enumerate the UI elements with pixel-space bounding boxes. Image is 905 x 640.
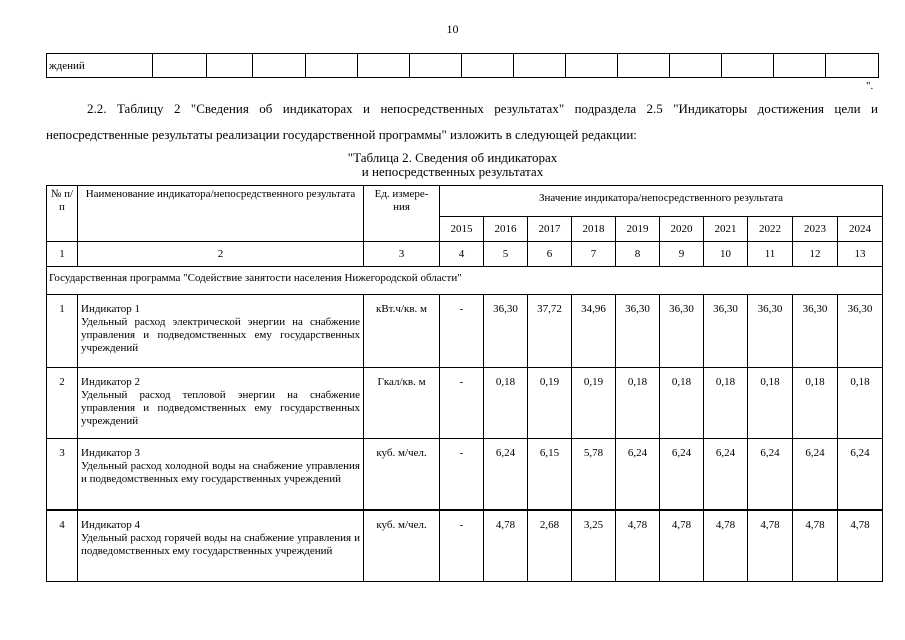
column-number: 9 bbox=[660, 242, 704, 267]
table-title-line-1: "Таблица 2. Сведения об индикаторах bbox=[347, 150, 558, 165]
column-number: 6 bbox=[528, 242, 572, 267]
table-cell bbox=[410, 54, 462, 78]
section-row bbox=[47, 267, 883, 295]
value-cell: 0,18 bbox=[660, 368, 704, 439]
table-cell bbox=[774, 54, 826, 78]
indicator-cell bbox=[78, 295, 364, 368]
value-cell: 4,78 bbox=[793, 510, 838, 582]
unit-cell: Гкал/кв. м bbox=[364, 368, 440, 439]
unit-cell: кВт.ч/кв. м bbox=[364, 295, 440, 368]
table-row bbox=[47, 439, 883, 511]
value-cell: 36,30 bbox=[704, 295, 748, 368]
value-cell: 37,72 bbox=[528, 295, 572, 368]
column-number: 10 bbox=[704, 242, 748, 267]
table-title bbox=[0, 151, 905, 179]
table-cell bbox=[566, 54, 618, 78]
indicator-title: Индикатор 4 bbox=[81, 519, 141, 531]
indicator-title: Индикатор 3 bbox=[81, 447, 141, 459]
header-year: 2021 bbox=[704, 217, 748, 242]
header-year: 2023 bbox=[793, 217, 838, 242]
header-year: 2022 bbox=[748, 217, 793, 242]
table-cell: ждений bbox=[47, 54, 153, 78]
table-cell bbox=[207, 54, 253, 78]
unit-cell: куб. м/чел. bbox=[364, 510, 440, 582]
value-cell: 0,18 bbox=[484, 368, 528, 439]
column-number: 7 bbox=[572, 242, 616, 267]
value-cell: 36,30 bbox=[616, 295, 660, 368]
table-row bbox=[47, 295, 883, 368]
column-number: 12 bbox=[793, 242, 838, 267]
table-cell bbox=[722, 54, 774, 78]
value-cell: - bbox=[440, 510, 484, 582]
table-cell bbox=[670, 54, 722, 78]
value-cell: 0,18 bbox=[616, 368, 660, 439]
value-cell: 36,30 bbox=[748, 295, 793, 368]
value-cell: 6,24 bbox=[616, 439, 660, 511]
value-cell: 4,78 bbox=[616, 510, 660, 582]
row-number: 4 bbox=[47, 510, 78, 582]
value-cell: 36,30 bbox=[793, 295, 838, 368]
value-cell: 4,78 bbox=[484, 510, 528, 582]
closing-quote: ". bbox=[866, 80, 874, 92]
column-number: 3 bbox=[364, 242, 440, 267]
value-cell: 36,30 bbox=[838, 295, 883, 368]
value-cell: - bbox=[440, 368, 484, 439]
header-num: № п/п bbox=[47, 186, 78, 242]
column-number: 8 bbox=[616, 242, 660, 267]
page-number: 10 bbox=[446, 22, 459, 36]
column-number: 2 bbox=[78, 242, 364, 267]
unit-cell: куб. м/чел. bbox=[364, 439, 440, 511]
header-year: 2018 bbox=[572, 217, 616, 242]
table-cell bbox=[253, 54, 306, 78]
indicator-title: Индикатор 2 bbox=[81, 376, 141, 388]
column-numbers-row bbox=[47, 242, 883, 267]
value-cell: - bbox=[440, 439, 484, 511]
value-cell: 5,78 bbox=[572, 439, 616, 511]
indicator-title: Индикатор 1 bbox=[81, 303, 141, 315]
value-cell: - bbox=[440, 295, 484, 368]
table-title-line-2: и непосредственных результатах bbox=[361, 164, 544, 179]
value-cell: 6,24 bbox=[660, 439, 704, 511]
header-row bbox=[47, 186, 883, 217]
header-name: Наименование индикатора/непосредственного результата bbox=[78, 186, 364, 242]
header-year: 2016 bbox=[484, 217, 528, 242]
value-cell: 0,18 bbox=[704, 368, 748, 439]
header-year: 2017 bbox=[528, 217, 572, 242]
indicator-description: Удельный расход холодной воды на снабжение управления и подведомственных ему государственных учреждений bbox=[81, 460, 360, 485]
value-cell: 6,15 bbox=[528, 439, 572, 511]
header-values: Значение индикатора/непосредственного результата bbox=[440, 186, 883, 217]
value-cell: 36,30 bbox=[484, 295, 528, 368]
row-number: 1 bbox=[47, 295, 78, 368]
table-cell bbox=[514, 54, 566, 78]
value-cell: 4,78 bbox=[704, 510, 748, 582]
header-year: 2024 bbox=[838, 217, 883, 242]
indicator-description: Удельный расход электрической энергии на снабжение управления и подведомственных ему государственных учреждений bbox=[81, 316, 360, 354]
value-cell: 4,78 bbox=[838, 510, 883, 582]
carry-over-table bbox=[46, 53, 879, 78]
section-title: Государственная программа "Содействие занятости населения Нижегородской области" bbox=[47, 267, 883, 295]
value-cell: 0,18 bbox=[838, 368, 883, 439]
header-unit: Ед. измере-ния bbox=[364, 186, 440, 242]
row-number: 2 bbox=[47, 368, 78, 439]
value-cell: 4,78 bbox=[660, 510, 704, 582]
value-cell: 6,24 bbox=[793, 439, 838, 511]
table-row bbox=[47, 368, 883, 439]
table-cell bbox=[306, 54, 358, 78]
column-number: 13 bbox=[838, 242, 883, 267]
indicator-description: Удельный расход горячей воды на снабжение управления и подведомственных ему государственных учреждений bbox=[81, 532, 360, 557]
column-number: 11 bbox=[748, 242, 793, 267]
table-cell bbox=[462, 54, 514, 78]
value-cell: 0,18 bbox=[793, 368, 838, 439]
column-number: 4 bbox=[440, 242, 484, 267]
table-cell bbox=[153, 54, 207, 78]
row-number: 3 bbox=[47, 439, 78, 511]
indicator-description: Удельный расход тепловой энергии на снабжение управления и подведомственных ему государственных учреждений bbox=[81, 389, 360, 427]
value-cell: 34,96 bbox=[572, 295, 616, 368]
value-cell: 6,24 bbox=[704, 439, 748, 511]
table-cell bbox=[358, 54, 410, 78]
indicator-cell bbox=[78, 368, 364, 439]
indicator-cell bbox=[78, 439, 364, 511]
value-cell: 4,78 bbox=[748, 510, 793, 582]
header-year: 2019 bbox=[616, 217, 660, 242]
value-cell: 6,24 bbox=[484, 439, 528, 511]
value-cell: 0,19 bbox=[572, 368, 616, 439]
header-year: 2015 bbox=[440, 217, 484, 242]
value-cell: 0,19 bbox=[528, 368, 572, 439]
table-cell bbox=[618, 54, 670, 78]
indicators-table bbox=[46, 185, 883, 582]
header-year: 2020 bbox=[660, 217, 704, 242]
value-cell: 0,18 bbox=[748, 368, 793, 439]
table-row bbox=[47, 54, 879, 78]
column-number: 5 bbox=[484, 242, 528, 267]
value-cell: 6,24 bbox=[748, 439, 793, 511]
table-row bbox=[47, 510, 883, 582]
amendment-paragraph: 2.2. Таблицу 2 "Сведения об индикаторах и непосредственных результатах" подраздела 2.5 "Индикаторы достижения цели и непосредственные результаты реализации государственной программы" изложить в следующей редакции: bbox=[46, 101, 878, 142]
value-cell: 6,24 bbox=[838, 439, 883, 511]
value-cell: 2,68 bbox=[528, 510, 572, 582]
value-cell: 36,30 bbox=[660, 295, 704, 368]
value-cell: 3,25 bbox=[572, 510, 616, 582]
column-number: 1 bbox=[47, 242, 78, 267]
table-cell bbox=[826, 54, 879, 78]
indicator-cell bbox=[78, 510, 364, 582]
